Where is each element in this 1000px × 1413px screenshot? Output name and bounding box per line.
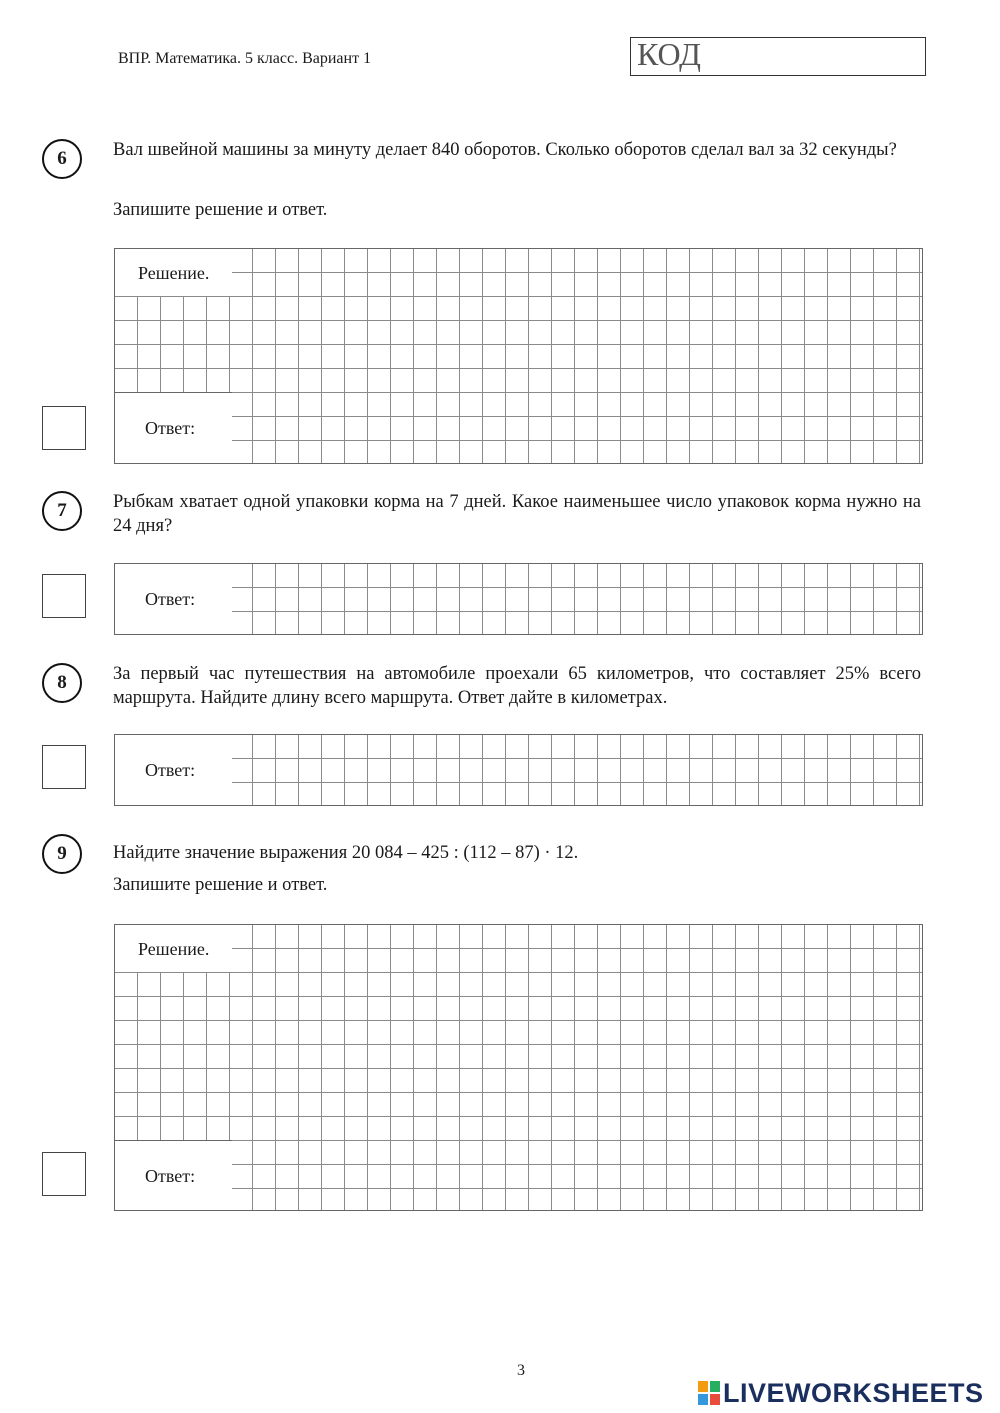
question-6-instruction: Запишите решение и ответ.: [113, 200, 328, 220]
question-9-instruction: Запишите решение и ответ.: [113, 875, 328, 895]
question-7-answer-grid[interactable]: [114, 563, 923, 635]
question-8-score-box[interactable]: [42, 745, 86, 789]
question-8-answer-grid[interactable]: [114, 734, 923, 806]
question-9-text: [113, 841, 921, 865]
question-7-answer-label: Ответ:: [115, 564, 232, 634]
page-number: 3: [517, 1362, 525, 1379]
brand-text: LIVEWORKSHEETS: [723, 1378, 984, 1408]
question-7-score-box[interactable]: [42, 574, 86, 618]
question-8-text: За первый час путешествия на автомобиле проехали 65 километров, что составляет 25% всего маршрута. Найдите длину всего маршрута. Ответ дайте в километрах.: [113, 664, 921, 708]
question-8-answer-label: Ответ:: [115, 735, 232, 805]
question-9-answer-label: Ответ:: [115, 1140, 232, 1210]
question-6-solution-label: Решение.: [115, 249, 232, 296]
question-6-score-box[interactable]: [42, 406, 86, 450]
document-header: ВПР. Математика. 5 класс. Вариант 1: [118, 50, 372, 67]
question-7-number: 7: [42, 491, 82, 531]
question-9-solution-grid[interactable]: [114, 924, 923, 1211]
question-9-score-box[interactable]: [42, 1152, 86, 1196]
question-9-number: 9: [42, 834, 82, 874]
question-9-solution-label: Решение.: [115, 925, 232, 972]
question-9-expression: 20 084 – 425 : (112 – 87) · 12.: [351, 843, 579, 863]
question-7-text: Рыбкам хватает одной упаковки корма на 7 дней. Какое наименьшее число упаковок корма нужно на 24 дня?: [113, 492, 921, 536]
question-9-text-prefix: Найдите значение выражения: [113, 843, 348, 863]
question-8-number: 8: [42, 663, 82, 703]
question-6-text: Вал швейной машины за минуту делает 840 оборотов. Сколько оборотов сделал вал за 32 секунды?: [113, 140, 897, 160]
brand-logo: [698, 1378, 984, 1409]
code-box: [630, 37, 926, 76]
question-6-answer-label: Ответ:: [115, 392, 232, 463]
code-label: КОД: [637, 36, 701, 72]
question-6-number: 6: [42, 139, 82, 179]
liveworksheets-icon: [698, 1381, 720, 1405]
question-6-solution-grid[interactable]: [114, 248, 923, 464]
